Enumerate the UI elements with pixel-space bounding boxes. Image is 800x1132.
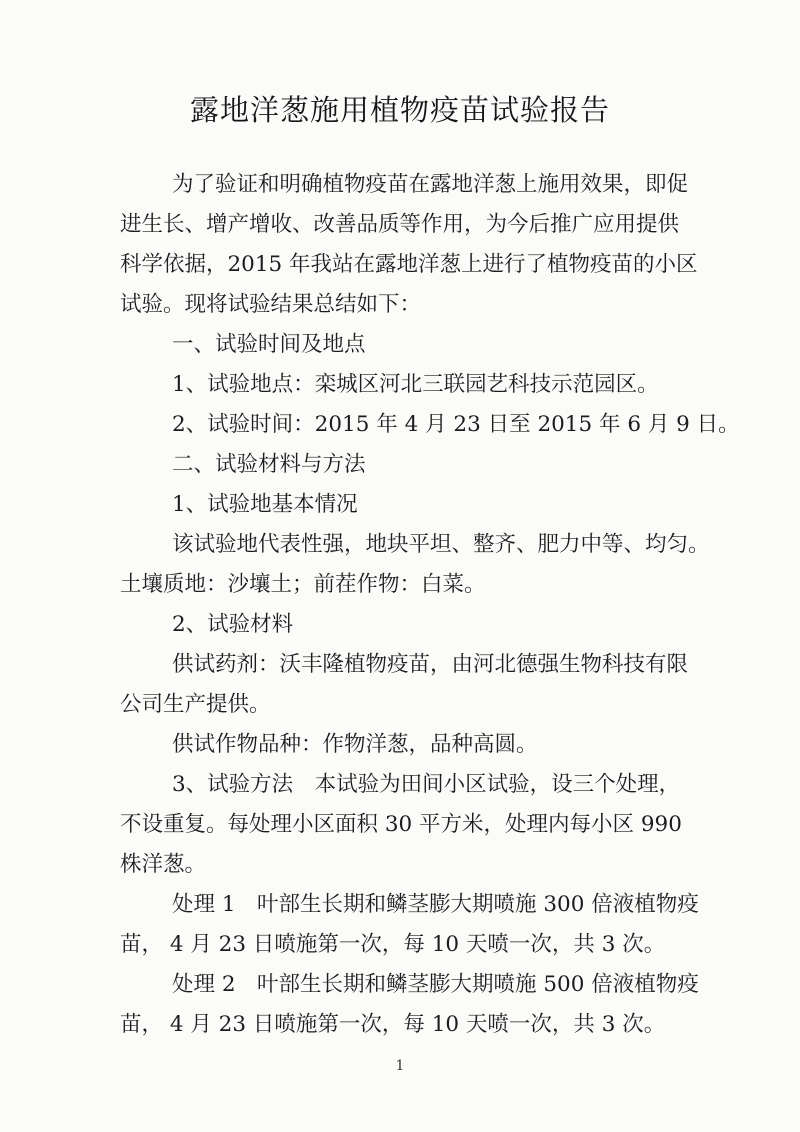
body-line: 该试验地代表性强，地块平坦、整齐、肥力中等、均匀。 (172, 532, 710, 557)
page-title: 露地洋葱施用植物疫苗试验报告 (189, 93, 610, 127)
subsection-heading: 1、试验地基本情况 (172, 492, 358, 517)
body-line: 苗， 4 月 23 日喷施第一次，每 10 天喷一次，共 3 次。 (120, 932, 666, 957)
body-line: 1、试验地点：栾城区河北三联园艺科技示范园区。 (172, 372, 659, 397)
page-number: 1 (395, 1058, 405, 1074)
body-line: 苗， 4 月 23 日喷施第一次，每 10 天喷一次，共 3 次。 (120, 1012, 666, 1037)
body-line: 土壤质地：沙壤土；前茬作物：白菜。 (120, 572, 486, 597)
body-line: 供试药剂：沃丰隆植物疫苗，由河北德强生物科技有限 (172, 652, 689, 677)
body-line: 供试作物品种：作物洋葱，品种高圆。 (172, 732, 538, 757)
body-line: 试验。现将试验结果总结如下： (120, 292, 422, 317)
body-line: 处理 1 叶部生长期和鳞茎膨大期喷施 300 倍液植物疫 (172, 892, 699, 917)
body-line: 处理 2 叶部生长期和鳞茎膨大期喷施 500 倍液植物疫 (172, 972, 699, 997)
body-line: 为了验证和明确植物疫苗在露地洋葱上施用效果，即促 (172, 172, 689, 197)
body-line: 株洋葱。 (120, 852, 207, 877)
body-line: 公司生产提供。 (120, 692, 271, 717)
body-line: 2、试验时间：2015 年 4 月 23 日至 2015 年 6 月 9 日。 (172, 412, 740, 437)
body-line: 不设重复。每处理小区面积 30 平方米，处理内每小区 990 (120, 812, 682, 837)
body-line: 进生长、增产增收、改善品质等作用，为今后推广应用提供 (120, 212, 680, 237)
body-line: 科学依据，2015 年我站在露地洋葱上进行了植物疫苗的小区 (120, 252, 698, 277)
section-heading: 一、试验时间及地点 (172, 332, 366, 357)
section-heading: 二、试验材料与方法 (172, 452, 366, 477)
body-line: 3、试验方法 本试验为田间小区试验，设三个处理， (172, 772, 681, 797)
subsection-heading: 2、试验材料 (172, 612, 294, 637)
